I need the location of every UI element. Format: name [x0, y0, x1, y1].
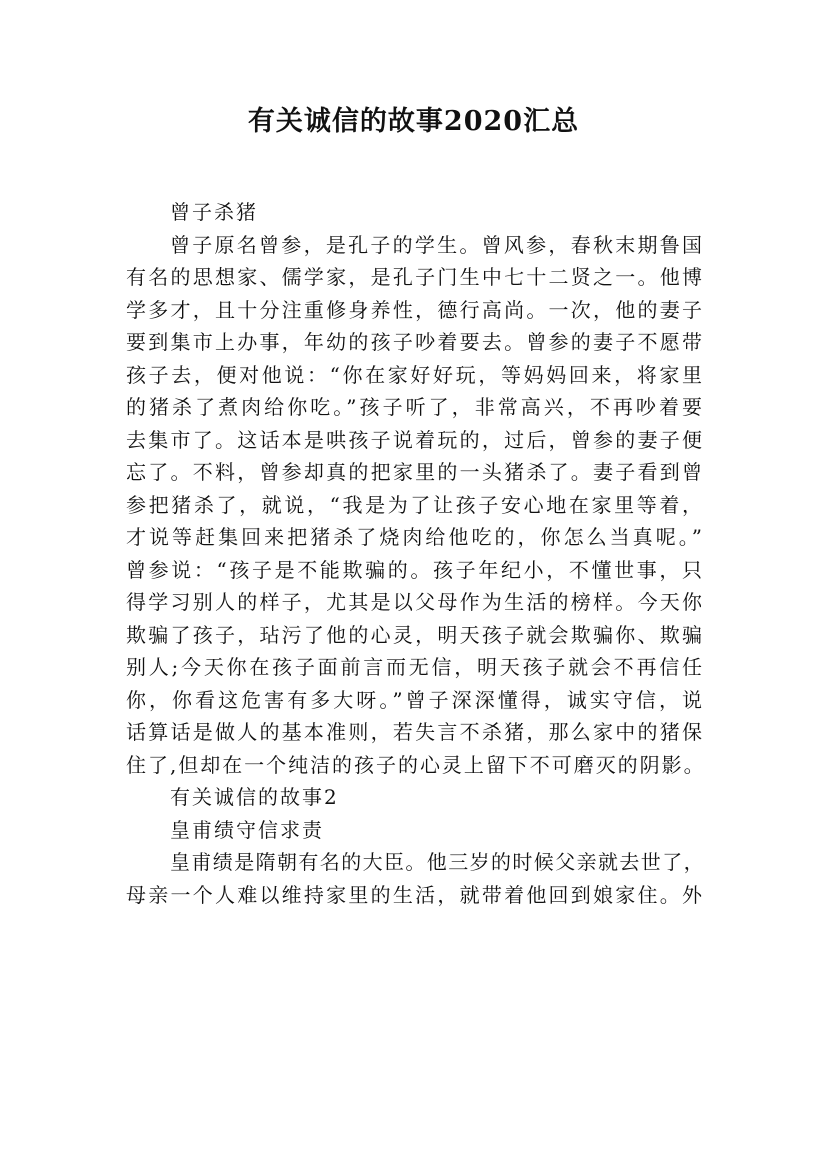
section-subheading: 皇甫绩守信求责	[170, 817, 324, 842]
paragraph-line: 参把猪杀了，就说，“我是为了让孩子安心地在家里等着，	[126, 492, 704, 517]
document-title: 有关诚信的故事2020汇总	[247, 106, 580, 137]
paragraph-line: 孩子去，便对他说：“你在家好好玩，等妈妈回来，将家里	[126, 362, 704, 387]
section-heading: 曾子杀猪	[170, 200, 258, 224]
paragraph-line: 你，你看这危害有多大呀。”曾子深深懂得，诚实守信，说	[126, 687, 704, 712]
section-heading: 有关诚信的故事2	[170, 785, 339, 809]
paragraph-line: 欺骗了孩子，玷污了他的心灵，明天孩子就会欺骗你、欺骗	[126, 622, 704, 647]
paragraph-line: 有名的思想家、儒学家，是孔子门生中七十二贤之一。他博	[126, 265, 704, 289]
paragraph-line: 皇甫绩是隋朝有名的大臣。他三岁的时候父亲就去世了，	[170, 850, 704, 874]
paragraph-line: 住了,但却在一个纯洁的孩子的心灵上留下不可磨灭的阴影。	[126, 752, 704, 777]
paragraph-line: 的猪杀了煮肉给你吃。”孩子听了，非常高兴，不再吵着要	[126, 395, 704, 419]
paragraph-line: 学多才，且十分注重修身养性，德行高尚。一次，他的妻子	[126, 297, 704, 322]
paragraph-line: 话算话是做人的基本准则，若失言不杀猪，那么家中的猪保	[126, 720, 704, 744]
paragraph-line: 要到集市上办事，年幼的孩子吵着要去。曾参的妻子不愿带	[126, 330, 704, 354]
paragraph-line: 曾子原名曾参，是孔子的学生。曾风参，春秋末期鲁国	[170, 232, 704, 257]
paragraph-line: 母亲一个人难以维持家里的生活，就带着他回到娘家住。外	[126, 882, 704, 907]
paragraph-line: 别人;今天你在孩子面前言而无信，明天孩子就会不再信任	[126, 655, 704, 679]
paragraph-line: 才说等赶集回来把猪杀了烧肉给他吃的，你怎么当真呢。”	[126, 525, 704, 549]
paragraph-line: 曾参说：“孩子是不能欺骗的。孩子年纪小，不懂世事，只	[126, 557, 704, 582]
paragraph-line: 忘了。不料，曾参却真的把家里的一头猪杀了。妻子看到曾	[126, 460, 704, 484]
paragraph-line: 得学习别人的样子，尤其是以父母作为生活的榜样。今天你	[126, 590, 704, 614]
document-body	[126, 196, 704, 911]
paragraph-line: 去集市了。这话本是哄孩子说着玩的，过后，曾参的妻子便	[126, 427, 704, 452]
